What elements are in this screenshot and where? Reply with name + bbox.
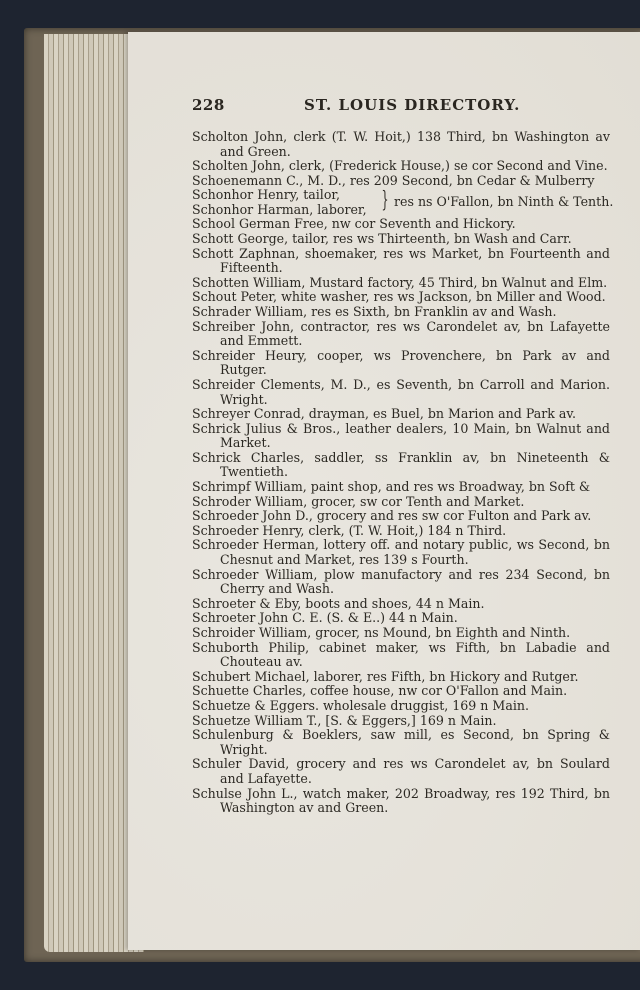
directory-page [128,32,640,950]
directory-entry: Schulse John L., watch maker, 202 Broadway, res 192 Third, bn Washington av and Green. [192,785,610,816]
shared-address: res ns O'Fallon, bn Ninth & Tenth. [394,194,614,210]
directory-entry: Schroeder William, plow manufactory and res 234 Second, bn Cherry and Wash. [192,566,610,597]
directory-entry: Schreider Clements, M. D., es Seventh, bn Carroll and Marion. Wright. [192,376,610,407]
bracketed-entry-group [192,187,614,217]
directory-entry: Schreiber John, contractor, res ws Carondelet av, bn Lafayette and Emmett. [192,318,610,349]
running-title: ST. LOUIS DIRECTORY. [304,96,521,114]
directory-entry: Scholton John, clerk (T. W. Hoit,) 138 Third, bn Washington av and Green. [192,129,610,159]
page-header [192,96,612,116]
directory-entry: Schrader William, res es Sixth, bn Franklin av and Wash. [192,303,557,319]
directory-entries [192,129,614,816]
page-number: 228 [192,96,225,114]
directory-entry: Schuler David, grocery and res ws Carondelet av, bn Soulard and Lafayette. [192,756,610,786]
directory-entry: Schout Peter, white washer, res ws Jackson, bn Miller and Wood. [192,289,606,305]
directory-entry: Schotten William, Mustard factory, 45 Third, bn Walnut and Elm. [192,274,608,290]
directory-entry: Schrick Julius & Bros., leather dealers, 10 Main, bn Walnut and Market. [192,420,610,451]
directory-entry: Schott Zaphnan, shoemaker, res ws Market, bn Fourteenth and Fifteenth. [192,245,610,276]
directory-entry: Schuetze William T., [S. & Eggers,] 169 n Main. [192,712,497,728]
directory-entry: Schrick Charles, saddler, ss Franklin av, bn Nineteenth & Twentieth. [192,449,610,480]
directory-entry: Schuetze & Eggers. wholesale druggist, 169 n Main. [192,697,529,713]
directory-entry: Schubert Michael, laborer, res Fifth, bn Hickory and Rutger. [192,668,579,684]
directory-entry: Schroeter & Eby, boots and shoes, 44 n Main. [192,595,485,611]
directory-entry: Schroder William, grocer, sw cor Tenth and Market. [192,493,525,509]
directory-entry: Schrimpf William, paint shop, and res ws Broadway, bn Soft & [192,479,591,495]
directory-entry: Schuborth Philip, cabinet maker, ws Fifth, bn Labadie and Chouteau av. [192,639,610,670]
directory-entry: Schuette Charles, coffee house, nw cor O'Fallon and Main. [192,683,568,699]
directory-entry: Schroeter John C. E. (S. & E..) 44 n Main. [192,610,458,626]
directory-entry: Schroeder Herman, lottery off. and notary public, ws Second, bn Chesnut and Market, res 139 s Fourth. [192,537,610,568]
directory-entry: Schulenburg & Boeklers, saw mill, es Second, bn Spring & Wright. [192,727,610,757]
directory-entry: Schroeder John D., grocery and res sw cor Fulton and Park av. [192,508,592,524]
directory-entry: Schreider Heury, cooper, ws Provenchere, bn Park av and Rutger. [192,347,610,378]
directory-entry-name: Schonhor Harman, laborer, [192,201,367,217]
directory-entry: Schroeder Henry, clerk, (T. W. Hoit,) 184 n Third. [192,522,507,538]
directory-entry: Schoenemann C., M. D., res 209 Second, bn Cedar & Mulberry [192,172,595,188]
directory-entry: Schreyer Conrad, drayman, es Buel, bn Marion and Park av. [192,406,577,422]
directory-entry-name: Schonhor Henry, tailor, [192,187,341,203]
directory-entry: Schott George, tailor, res ws Thirteenth, bn Wash and Carr. [192,230,572,246]
directory-entry: School German Free, nw cor Seventh and Hickory. [192,216,516,232]
directory-entry: Schroider William, grocer, ns Mound, bn Eighth and Ninth. [192,625,571,640]
brace-icon: } [381,188,389,214]
directory-entry: Scholten John, clerk, (Frederick House,) se cor Second and Vine. [192,158,608,174]
